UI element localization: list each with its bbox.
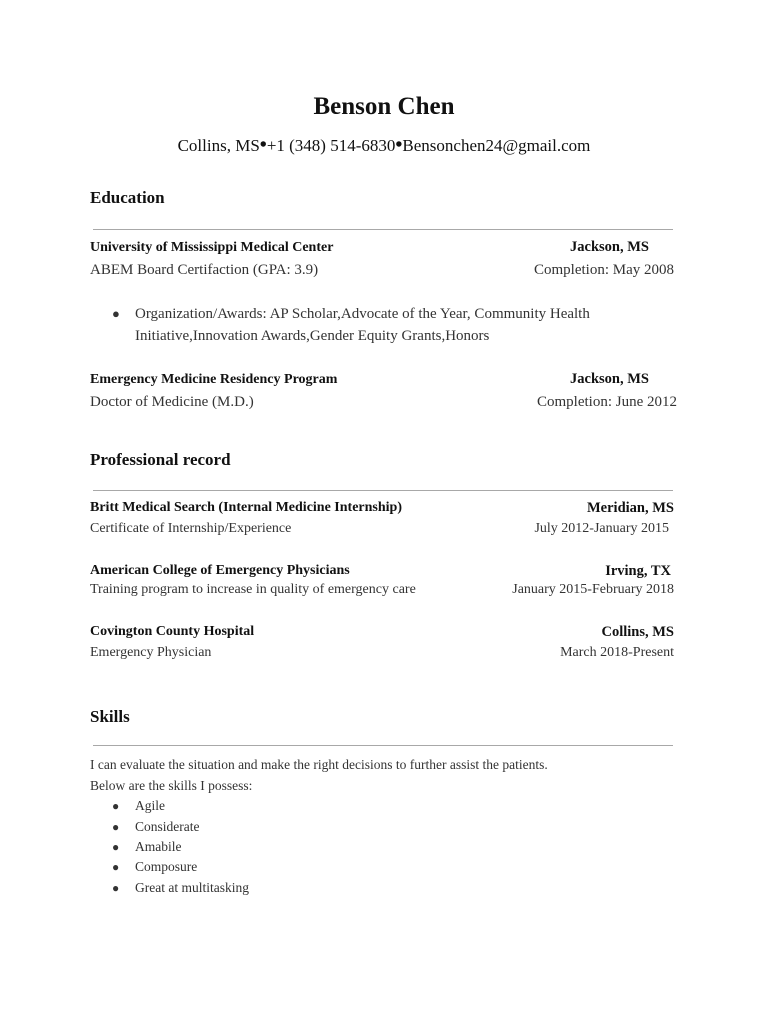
- bullet-icon: ●: [112, 820, 120, 834]
- bullet-icon: ●: [112, 840, 120, 854]
- education-divider: [93, 229, 673, 230]
- education-awards-line-2: Initiative,Innovation Awards,Gender Equity Grants,Honors: [135, 328, 490, 344]
- skill-label: Amabile: [135, 839, 182, 854]
- skill-label: Composure: [135, 859, 198, 874]
- bullet-icon: ●: [112, 860, 120, 874]
- bullet-icon: ●: [112, 799, 120, 813]
- professional-date-1: July 2012-January 2015: [534, 521, 669, 536]
- contact-location: Collins, MS: [177, 136, 260, 155]
- education-awards-item: [112, 306, 590, 323]
- education-detail-2: Doctor of Medicine (M.D.): [90, 394, 254, 410]
- contact-email: Bensonchen24@gmail.com: [402, 136, 591, 155]
- education-heading: Education: [90, 188, 165, 207]
- professional-detail-3: Emergency Physician: [90, 645, 212, 660]
- professional-date-2: January 2015-February 2018: [512, 582, 674, 597]
- skill-item: [112, 839, 182, 855]
- education-location-1: Jackson, MS: [570, 239, 649, 255]
- contact-line: [0, 134, 768, 157]
- professional-location-3: Collins, MS: [601, 624, 674, 640]
- professional-institution-1: Britt Medical Search (Internal Medicine Internship): [90, 500, 402, 515]
- professional-detail-1: Certificate of Internship/Experience: [90, 521, 292, 536]
- skill-item: [112, 798, 165, 814]
- skills-heading: Skills: [90, 707, 130, 726]
- professional-divider: [93, 490, 673, 491]
- resume-name: Benson Chen: [313, 93, 455, 120]
- skill-item: [112, 859, 197, 875]
- professional-institution-3: Covington County Hospital: [90, 624, 255, 639]
- education-institution-2: Emergency Medicine Residency Program: [90, 372, 338, 387]
- skill-item: [112, 880, 249, 896]
- professional-heading: Professional record: [90, 450, 231, 469]
- education-detail-1: ABEM Board Certifaction (GPA: 3.9): [90, 262, 319, 278]
- professional-institution-2: American College of Emergency Physicians: [90, 563, 350, 578]
- contact-phone: +1 (348) 514-6830: [266, 136, 396, 155]
- contact-separator-1: •: [259, 134, 267, 156]
- professional-location-1: Meridian, MS: [587, 500, 674, 516]
- professional-date-3: March 2018-Present: [560, 645, 674, 660]
- education-date-1: Completion: May 2008: [534, 262, 674, 278]
- education-awards-line-1: Organization/Awards: AP Scholar,Advocate of the Year, Community Health: [135, 306, 590, 322]
- education-location-2: Jackson, MS: [570, 371, 649, 387]
- bullet-icon: ●: [112, 306, 120, 321]
- contact-separator-2: •: [395, 134, 403, 156]
- skills-intro: I can evaluate the situation and make the right decisions to further assist the patients.: [90, 757, 548, 772]
- education-institution-1: University of Mississippi Medical Center: [90, 240, 334, 255]
- skill-label: Agile: [135, 798, 165, 813]
- skills-lead: Below are the skills I possess:: [90, 778, 253, 793]
- professional-location-2: Irving, TX: [605, 563, 671, 579]
- education-date-2: Completion: June 2012: [537, 394, 677, 410]
- skill-item: [112, 819, 199, 835]
- skill-label: Considerate: [135, 819, 200, 834]
- skills-divider: [93, 745, 673, 746]
- skill-label: Great at multitasking: [135, 880, 249, 895]
- professional-detail-2: Training program to increase in quality of emergency care: [90, 582, 416, 597]
- bullet-icon: ●: [112, 881, 120, 895]
